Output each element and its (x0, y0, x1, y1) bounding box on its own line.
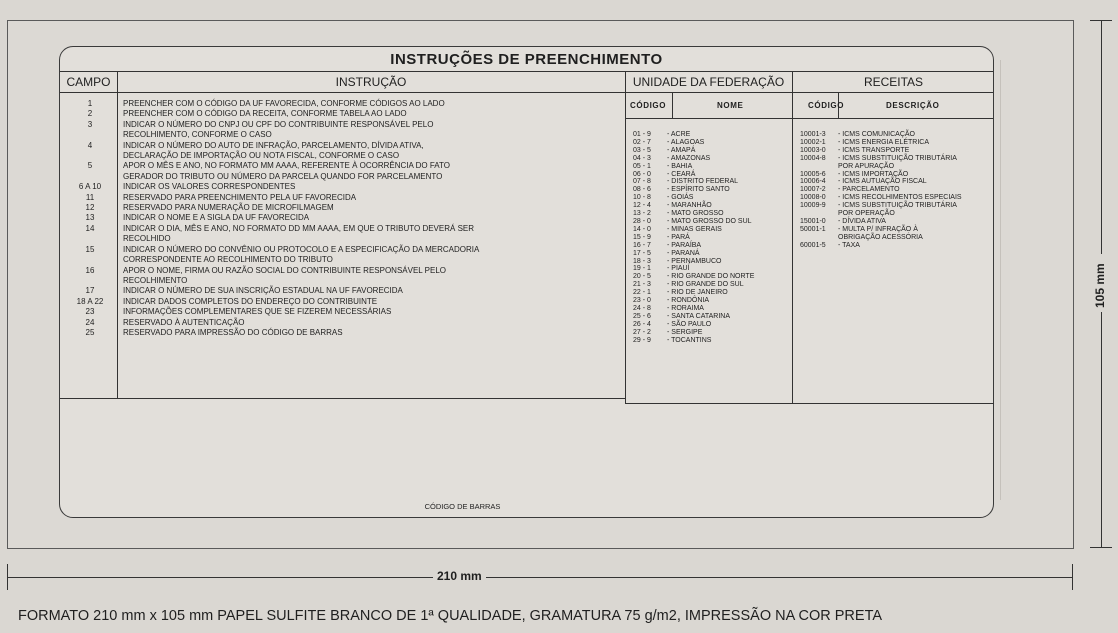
header-campo: CAMPO (66, 75, 111, 89)
uf-code: 23 - 0 (633, 297, 651, 305)
uf-name: - SÃO PAULO (667, 320, 712, 328)
subheader-nome: NOME (717, 101, 744, 110)
campo-number: 16 (85, 265, 95, 275)
instruction-row (60, 245, 625, 255)
receita-row (800, 242, 962, 250)
receita-code (800, 234, 838, 242)
campo-number: 15 (85, 244, 95, 254)
instruction-text: APOR O NOME, FIRMA OU RAZÃO SOCIAL DO CONTRIBUINTE RESPONSÁVEL PELO (123, 265, 447, 275)
instruction-row (60, 307, 625, 317)
uf-code: 18 - 3 (633, 257, 651, 265)
uf-name: - RORAIMA (667, 304, 704, 312)
uf-row (633, 194, 754, 202)
receita-description: - ICMS IMPORTAÇÃO (838, 170, 909, 178)
receita-description: - ICMS COMUNICAÇÃO (838, 131, 915, 138)
height-label: 105 mm (1093, 254, 1107, 312)
instruction-text: INDICAR O NOME E A SIGLA DA UF FAVORECIDA (123, 213, 310, 223)
campo-number: 12 (85, 203, 95, 213)
subheader-codigo-uf: CÓDIGO (630, 101, 667, 110)
subheader-descricao: DESCRIÇÃO (886, 101, 940, 110)
width-label: 210 mm (433, 569, 486, 583)
receita-row (800, 210, 962, 218)
uf-row (633, 337, 754, 345)
uf-code: 10 - 8 (633, 194, 651, 202)
campo-number (60, 276, 120, 286)
uf-name: - PARANÁ (667, 249, 700, 257)
uf-code: 06 - 0 (633, 170, 651, 178)
instruction-row (60, 193, 625, 203)
instruction-row (60, 109, 625, 119)
instruction-row (60, 99, 625, 109)
instruction-text: INDICAR O NÚMERO DE SUA INSCRIÇÃO ESTADUAL NA UF FAVORECIDA (123, 286, 403, 296)
receita-description: - ICMS TRANSPORTE (838, 146, 910, 154)
receita-row (800, 147, 962, 155)
uf-name: - DISTRITO FEDERAL (667, 178, 739, 186)
instruction-text: INDICAR O NÚMERO DO AUTO DE INFRAÇÃO, PARCELAMENTO, DÍVIDA ATIVA, (123, 140, 424, 150)
uf-name: - PARAÍBA (667, 241, 702, 249)
instruction-text: INDICAR O NÚMERO DO CNPJ OU CPF DO CONTRIBUINTE RESPONSÁVEL PELO (123, 119, 434, 129)
uf-name: - ESPÍRITO SANTO (667, 186, 730, 194)
receita-code: 15001-0 (800, 217, 826, 225)
uf-name: - MATO GROSSO (667, 210, 724, 218)
instruction-row (60, 161, 625, 171)
receita-code: 10003-0 (800, 146, 826, 154)
instruction-row (60, 172, 625, 182)
uf-code: 03 - 5 (633, 146, 651, 154)
receita-row (800, 194, 962, 202)
campo-number: 18 A 22 (76, 296, 104, 306)
uf-code: 20 - 5 (633, 273, 651, 281)
uf-row (633, 155, 754, 163)
uf-code: 02 - 7 (633, 138, 651, 146)
campo-number: 25 (85, 327, 95, 337)
instruction-text: PREENCHER COM O CÓDIGO DA RECEITA, CONFORME TABELA AO LADO (123, 109, 407, 119)
instructions-list (60, 99, 625, 338)
uf-row (633, 273, 754, 281)
uf-code: 24 - 8 (633, 304, 651, 312)
instruction-row (60, 213, 625, 223)
divider (625, 118, 993, 119)
receita-row (800, 202, 962, 210)
uf-row (633, 265, 754, 273)
instruction-text: RESERVADO À AUTENTICAÇÃO (123, 317, 245, 327)
instruction-row (60, 151, 625, 161)
instruction-text: DECLARAÇÃO DE IMPORTAÇÃO OU NOTA FISCAL, CONFORME O CASO (123, 151, 400, 161)
uf-name: - PIAUÍ (667, 265, 690, 273)
instruction-text: PREENCHER COM O CÓDIGO DA UF FAVORECIDA, CONFORME CÓDIGOS AO LADO (123, 99, 445, 108)
dimension-tick (1090, 547, 1112, 548)
divider (625, 71, 626, 403)
card-title: INSTRUÇÕES DE PREENCHIMENTO (390, 51, 663, 68)
uf-code: 15 - 9 (633, 233, 651, 241)
uf-code: 25 - 6 (633, 312, 651, 320)
uf-row (633, 163, 754, 171)
barcode-label: CÓDIGO DE BARRAS (424, 502, 501, 511)
receita-code: 10004-8 (800, 154, 826, 162)
uf-row (633, 186, 754, 194)
divider (625, 403, 994, 404)
uf-name: - TOCANTINS (667, 336, 712, 344)
receita-row (800, 234, 962, 242)
uf-name: - GOIÁS (667, 194, 694, 202)
campo-number: 3 (87, 119, 93, 129)
instruction-row (60, 286, 625, 296)
uf-name: - SANTA CATARINA (667, 312, 731, 320)
campo-number: 5 (87, 161, 93, 171)
instruction-text: INFORMAÇÕES COMPLEMENTARES QUE SE FIZEREM NECESSÁRIAS (123, 307, 392, 317)
uf-code: 17 - 5 (633, 249, 651, 257)
uf-name: - RIO GRANDE DO SUL (667, 281, 744, 289)
dimension-tick (7, 564, 8, 590)
receita-description: - PARCELAMENTO (838, 186, 900, 194)
instruction-row (60, 130, 625, 140)
uf-row (633, 210, 754, 218)
uf-name: - PERNAMBUCO (667, 257, 722, 265)
uf-code: 08 - 6 (633, 186, 651, 194)
uf-code: 29 - 9 (633, 336, 651, 344)
instruction-row (60, 297, 625, 307)
uf-row (633, 242, 754, 250)
instruction-row (60, 276, 625, 286)
instructions-card (59, 46, 994, 518)
receita-code: 10007-2 (800, 186, 826, 194)
receita-row (800, 163, 962, 171)
uf-row (633, 139, 754, 147)
receita-row (800, 186, 962, 194)
uf-row (633, 226, 754, 234)
instruction-row (60, 120, 625, 130)
uf-name: - ACRE (667, 131, 691, 138)
receita-code: 10001-3 (800, 131, 826, 138)
uf-code: 28 - 0 (633, 217, 651, 225)
instruction-text: INDICAR OS VALORES CORRESPONDENTES (123, 182, 296, 192)
uf-row (633, 329, 754, 337)
receita-description: - ICMS RECOLHIMENTOS ESPECIAIS (838, 194, 962, 202)
format-footer: FORMATO 210 mm x 105 mm PAPEL SULFITE BRANCO DE 1ª QUALIDADE, GRAMATURA 75 g/m2, IMPRESSÃO NA COR PRETA (18, 608, 883, 624)
uf-name: - RIO GRANDE DO NORTE (667, 273, 755, 281)
uf-code: 19 - 1 (633, 265, 651, 273)
header-instrucao: INSTRUÇÃO (335, 75, 407, 89)
receitas-list (800, 131, 962, 250)
receita-code (800, 210, 838, 218)
receita-row (800, 139, 962, 147)
instruction-row (60, 182, 625, 192)
uf-list (633, 131, 754, 344)
campo-number: 23 (85, 307, 95, 317)
receita-description: - MULTA P/ INFRAÇÃO À (838, 225, 918, 233)
campo-number: 2 (87, 109, 93, 119)
campo-number: 11 (85, 192, 95, 202)
uf-name: - ALAGOAS (667, 138, 705, 146)
receita-description: - ICMS ENERGIA ELÉTRICA (838, 138, 930, 146)
header-receitas: RECEITAS (863, 75, 924, 89)
uf-name: - MARANHÃO (667, 202, 712, 210)
receita-row (800, 178, 962, 186)
receita-code: 10009-9 (800, 202, 826, 210)
receita-code: 10008-0 (800, 194, 826, 202)
uf-code: 26 - 4 (633, 320, 651, 328)
campo-number: 14 (85, 223, 95, 233)
campo-number: 17 (85, 286, 95, 296)
receita-description: OBRIGAÇÃO ACESSÓRIA (838, 233, 923, 241)
instruction-text: APOR O MÊS E ANO, NO FORMATO MM AAAA, REFERENTE À OCORRÊNCIA DO FATO (123, 161, 451, 171)
instruction-text: RECOLHIMENTO, CONFORME O CASO (123, 130, 272, 140)
instruction-text: INDICAR DADOS COMPLETOS DO ENDEREÇO DO CONTRIBUINTE (123, 296, 378, 306)
campo-number (60, 130, 120, 140)
uf-code: 12 - 4 (633, 202, 651, 210)
uf-code: 14 - 0 (633, 225, 651, 233)
uf-code: 13 - 2 (633, 210, 651, 218)
ghost-print (1000, 60, 1061, 500)
divider (672, 92, 673, 118)
instruction-text: RECOLHIMENTO (123, 275, 188, 285)
campo-number (60, 255, 120, 265)
uf-name: - RONDÔNIA (667, 297, 709, 305)
uf-code: 05 - 1 (633, 162, 651, 170)
receita-code: 10002-1 (800, 138, 826, 146)
receita-description: - ICMS SUBSTITUIÇÃO TRIBUTÁRIA (838, 154, 957, 162)
instruction-row (60, 234, 625, 244)
receita-code: 10005-6 (800, 170, 826, 178)
uf-row (633, 313, 754, 321)
uf-name: - CEARÁ (667, 170, 696, 178)
uf-code: 16 - 7 (633, 241, 651, 249)
receita-row (800, 131, 962, 139)
uf-code: 04 - 3 (633, 154, 651, 162)
uf-row (633, 147, 754, 155)
instruction-text: RESERVADO PARA IMPRESSÃO DO CÓDIGO DE BARRAS (123, 327, 343, 337)
instruction-row (60, 266, 625, 276)
instruction-text: INDICAR O NÚMERO DO CONVÊNIO OU PROTOCOLO E A ESPECIFICAÇÃO DA MERCADORIA (123, 244, 480, 254)
uf-name: - AMAZONAS (667, 154, 711, 162)
uf-row (633, 281, 754, 289)
uf-row (633, 218, 754, 226)
receita-row (800, 155, 962, 163)
campo-number: 24 (85, 317, 95, 327)
campo-number: 4 (87, 140, 93, 150)
dimension-tick (1090, 20, 1112, 21)
uf-code: 27 - 2 (633, 328, 651, 336)
uf-row (633, 289, 754, 297)
dimension-tick (1072, 564, 1073, 590)
uf-code: 21 - 3 (633, 281, 651, 289)
instruction-text: RECOLHIDO (123, 234, 171, 244)
receita-row (800, 226, 962, 234)
instruction-text: RESERVADO PARA NUMERAÇÃO DE MICROFILMAGEM (123, 203, 334, 213)
instruction-row (60, 224, 625, 234)
uf-row (633, 234, 754, 242)
receita-code (800, 163, 838, 171)
uf-row (633, 305, 754, 313)
uf-name: - AMAPÁ (667, 146, 696, 154)
receita-row (800, 218, 962, 226)
uf-name: - RIO DE JANEIRO (667, 289, 728, 297)
header-uf: UNIDADE DA FEDERAÇÃO (632, 75, 785, 89)
uf-code: 07 - 8 (633, 178, 651, 186)
uf-row (633, 297, 754, 305)
instruction-row (60, 255, 625, 265)
instruction-text: INDICAR O DIA, MÊS E ANO, NO FORMATO DD MM AAAA, EM QUE O TRIBUTO DEVERÁ SER (123, 223, 475, 233)
instruction-row (60, 328, 625, 338)
uf-row (633, 131, 754, 139)
receita-description: - DÍVIDA ATIVA (838, 217, 886, 225)
campo-number (60, 151, 120, 161)
receita-description: - ICMS AUTUAÇÃO FISCAL (838, 178, 927, 186)
campo-number (60, 234, 120, 244)
instruction-row (60, 141, 625, 151)
receita-description: - TAXA (838, 241, 860, 249)
instruction-row (60, 203, 625, 213)
uf-name: - BAHIA (667, 162, 693, 170)
receita-code: 60001-5 (800, 241, 826, 249)
divider (792, 71, 793, 403)
divider (60, 71, 993, 72)
uf-name: - SERGIPE (667, 328, 703, 336)
receita-description: - ICMS SUBSTITUIÇÃO TRIBUTÁRIA (838, 202, 957, 210)
receita-code: 50001-1 (800, 225, 826, 233)
width-dimension-line (7, 577, 1072, 578)
uf-row (633, 202, 754, 210)
receita-description: POR OPERAÇÃO (838, 210, 895, 218)
divider (60, 398, 625, 399)
subheader-codigo-receita: CÓDIGO (808, 101, 845, 110)
instruction-text: GERADOR DO TRIBUTO OU NÚMERO DA PARCELA QUANDO FOR PARCELAMENTO (123, 171, 443, 181)
uf-row (633, 250, 754, 258)
campo-number (60, 172, 120, 182)
uf-row (633, 171, 754, 179)
campo-number: 6 A 10 (78, 182, 102, 192)
uf-code: 22 - 1 (633, 289, 651, 297)
receita-description: POR APURAÇÃO (838, 162, 895, 170)
uf-name: - PARÁ (667, 233, 690, 241)
divider (60, 92, 993, 93)
receita-code: 10006-4 (800, 178, 826, 186)
instruction-row (60, 318, 625, 328)
instruction-text: CORRESPONDENTE AO RECOLHIMENTO DO TRIBUTO (123, 255, 333, 265)
uf-name: - MATO GROSSO DO SUL (667, 217, 752, 225)
instruction-text: RESERVADO PARA PREENCHIMENTO PELA UF FAVORECIDA (123, 192, 357, 202)
campo-number: 1 (87, 99, 93, 108)
uf-name: - MINAS GERAIS (667, 225, 722, 233)
campo-number: 13 (85, 213, 95, 223)
uf-code: 01 - 9 (633, 131, 651, 138)
uf-row (633, 258, 754, 266)
uf-row (633, 321, 754, 329)
